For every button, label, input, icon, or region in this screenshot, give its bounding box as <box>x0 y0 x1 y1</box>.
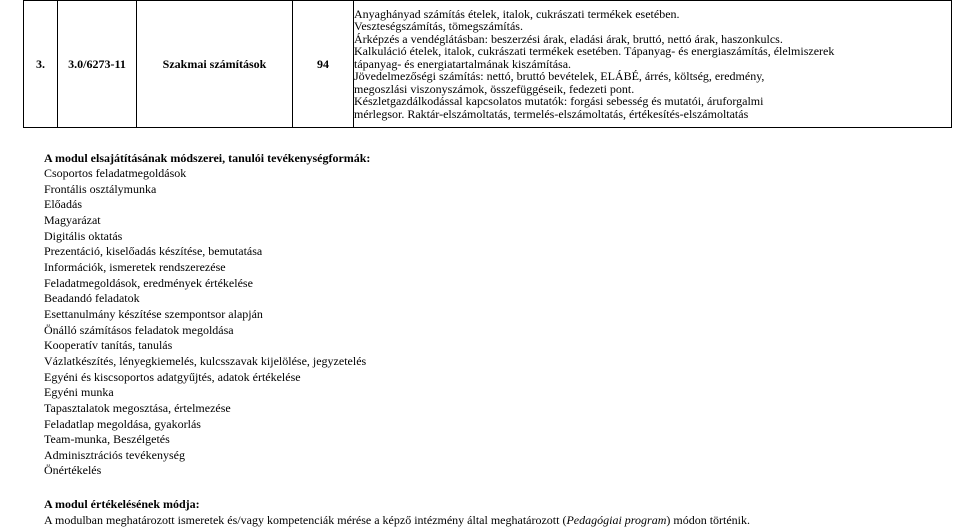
module-code: 3.0/6273-11 <box>58 1 137 128</box>
evaluation-text <box>44 512 944 528</box>
list-item: Frontális osztálymunka <box>44 181 157 196</box>
list-item: Vázlatkészítés, lényegkiemelés, kulcsszavak kijelölése, jegyzetelés <box>44 353 367 368</box>
table-row <box>24 1 952 128</box>
content-line: Anyaghányad számítás ételek, italok, cukrászati termékek esetében. <box>354 6 680 21</box>
list-item: Adminisztrációs tevékenység <box>44 447 185 462</box>
list-item: Egyéni és kiscsoportos adatgyűjtés, adatok értékelése <box>44 369 301 384</box>
methods-section <box>44 151 744 479</box>
evaluation-text-start: A modulban meghatározott ismeretek és/vagy kompetenciák mérése a képző intézmény által meghatározott ( <box>44 513 567 527</box>
list-item: Prezentáció, kiselőadás készítése, bemutatása <box>44 244 263 259</box>
curriculum-table <box>23 0 952 128</box>
content-line: mérlegsor. Raktár-elszámoltatás, termelés-elszámoltatás, értékesítés-elszámoltatás <box>354 106 749 121</box>
list-item: Kooperatív tanítás, tanulás <box>44 338 173 353</box>
hours: 94 <box>293 1 354 128</box>
evaluation-section <box>44 497 944 528</box>
evaluation-text-italic: Pedagógiai program <box>566 513 667 527</box>
evaluation-text-end: ) módon történik. <box>666 513 751 527</box>
methods-heading: A modul elsajátításának módszerei, tanulói tevékenységformák: <box>44 151 371 165</box>
subject-name: Szakmai számítások <box>137 1 293 128</box>
list-item: Esettanulmány készítése szempontsor alapján <box>44 306 263 321</box>
list-item: Beadandó feladatok <box>44 291 140 306</box>
content-cell <box>354 1 952 128</box>
content-line: Jövedelmezőségi számítás: nettó, bruttó bevételek, ELÁBÉ, árrés, költség, eredmény, <box>354 69 765 84</box>
content-line: Kalkuláció ételek, italok, cukrászati termékek esetében. Tápanyag- és energiaszámítás, élelmiszerek <box>354 44 835 59</box>
list-item: Feladatmegoldások, eredmények értékelése <box>44 275 253 290</box>
list-item: Önálló számításos feladatok megoldása <box>44 322 234 337</box>
content-line: Veszteségszámítás, tömegszámítás. <box>354 19 523 34</box>
list-item: Tapasztalatok megosztása, értelmezése <box>44 400 231 415</box>
evaluation-heading: A modul értékelésének módja: <box>44 497 200 511</box>
list-item: Egyéni munka <box>44 385 114 400</box>
list-item: Előadás <box>44 197 82 212</box>
row-number: 3. <box>24 1 58 128</box>
list-item: Magyarázat <box>44 212 101 227</box>
list-item: Digitális oktatás <box>44 228 123 243</box>
content-line: tápanyag- és energiatartalmának kiszámítása. <box>354 56 572 71</box>
list-item: Információk, ismeretek rendszerezése <box>44 259 226 274</box>
list-item: Feladatlap megoldása, gyakorlás <box>44 416 201 431</box>
content-line: megoszlási viszonyszámok, összefüggéseik, fedezeti pont. <box>354 81 635 96</box>
list-item: Team-munka, Beszélgetés <box>44 432 170 447</box>
list-item: Csoportos feladatmegoldások <box>44 166 187 180</box>
list-item: Önértékelés <box>44 463 102 478</box>
content-line: Készletgazdálkodással kapcsolatos mutatók: forgási sebesség és mutatói, áruforgalmi <box>354 94 764 109</box>
content-line: Árképzés a vendéglátásban: beszerzési árak, eladási árak, bruttó, nettó árak, haszonkulcs. <box>354 31 783 46</box>
